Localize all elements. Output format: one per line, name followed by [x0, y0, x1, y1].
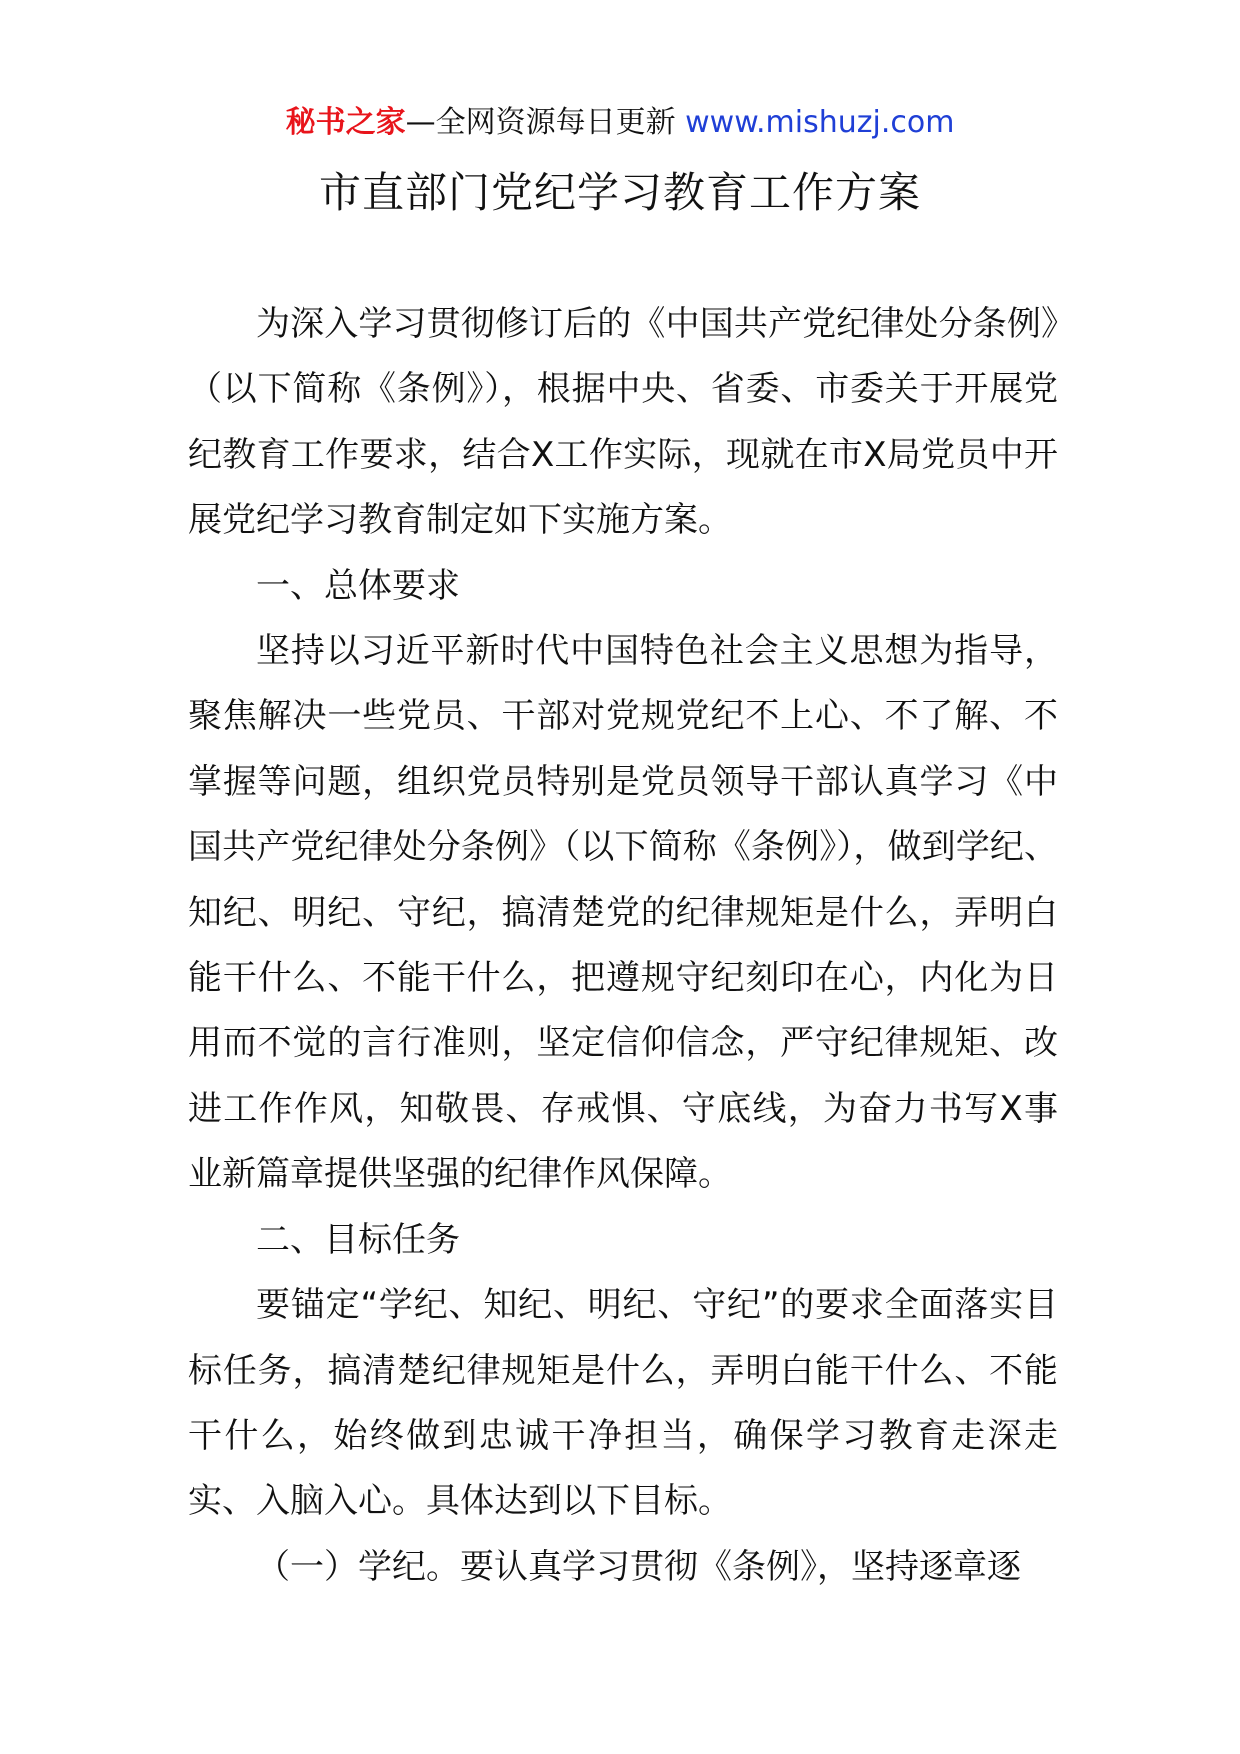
- section-2-paragraph: 要锚定“学纪、知纪、明纪、守纪”的要求全面落实目标任务，搞清楚纪律规矩是什么，弄明白能干什么、不能干什么，始终做到忠诚干净担当，确保学习教育走深走实、入脑入心。具体达到以下目标。: [188, 1285, 1058, 1522]
- section-heading-2: 二、目标任务: [256, 1219, 460, 1260]
- intro-paragraph: 为深入学习贯彻修订后的《中国共产党纪律处分条例》（以下简称《条例》），根据中央、省委、市委关于开展党纪教育工作要求，结合X工作实际，现就在市X局党员中开展党纪学习教育制定如下实施方案。: [188, 304, 1058, 541]
- site-header: [0, 101, 1240, 145]
- subsection-1-paragraph: （一）学纪。要认真学习贯彻《条例》，坚持逐章逐: [256, 1546, 1021, 1587]
- site-brand: 秘书之家: [285, 105, 406, 140]
- section-heading-1: 一、总体要求: [256, 565, 460, 606]
- section-1-paragraph: 坚持以习近平新时代中国特色社会主义思想为指导，聚焦解决一些党员、干部对党规党纪不上心、不了解、不掌握等问题，组织党员特别是党员领导干部认真学习《中国共产党纪律处分条例》（以下简称《条例》），做到学纪、知纪、明纪、守纪，搞清楚党的纪律规矩是什么，弄明白能干什么、不能干什么，把遵规守纪刻印在心，内化为日用而不觉的言行准则，坚定信仰信念，严守纪律规矩、改进工作作风，知敬畏、存戒惧、守底线，为奋力书写X事业新篇章提供坚强的纪律作风保障。: [188, 631, 1058, 1195]
- site-tagline: —全网资源每日更新: [405, 105, 686, 140]
- document-title: 市直部门党纪学习教育工作方案: [318, 168, 921, 217]
- site-url-link[interactable]: www.mishuzj.com: [685, 105, 955, 140]
- document-body: [188, 292, 1058, 1600]
